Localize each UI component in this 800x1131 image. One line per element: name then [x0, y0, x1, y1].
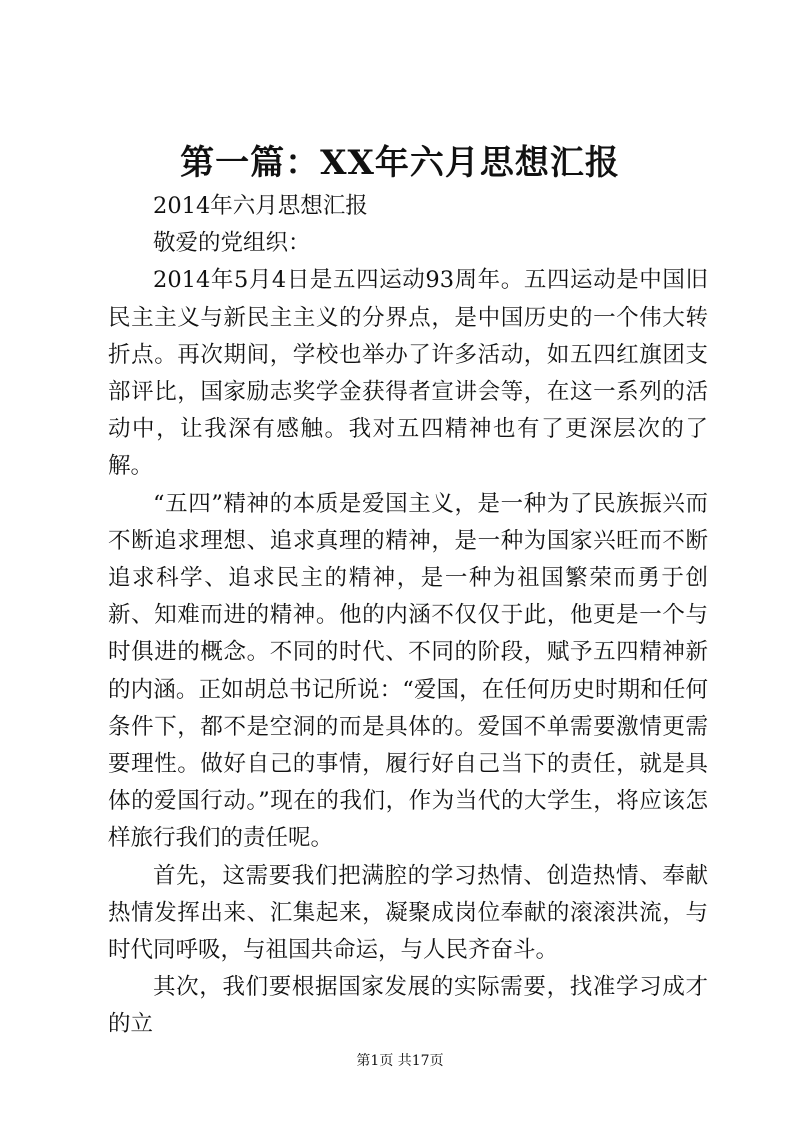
- paragraph-may-fourth-spirit: “五四”精神的本质是爱国主义，是一种为了民族振兴而不断追求理想、追求真理的精神，是一种为国家兴旺而不断追求科学、追求民主的精神，是一种为祖国繁荣而勇于创新、知难而进的精神。他的内涵不仅仅于此，他更是一个与时俱进的概念。不同的时代、不同的阶段，赋予五四精神新的内涵。正如胡总书记所说：“爱国，在任何历史时期和任何条件下，都不是空洞的而是具体的。爱国不单需要激情更需要理性。做好自己的事情，履行好自己当下的责任，就是具体的爱国行动。”现在的我们，作为当代的大学生，将应该怎样旅行我们的责任呢。: [108, 490, 708, 852]
- paragraph-salutation: 敬爱的党组织：: [153, 230, 311, 257]
- document-title: 第一篇：XX年六月思想汇报: [180, 143, 620, 183]
- paragraph-first-point: 首先，这需要我们把满腔的学习热情、创造热情、奉献热情发挥出来、汇集起来，凝聚成岗位奉献的滚滚洪流，与时代同呼吸，与祖国共命运，与人民齐奋斗。: [108, 862, 708, 964]
- paragraph-may-fourth-anniversary: 2014年5月4日是五四运动93周年。五四运动是中国旧民主主义与新民主主义的分界点，是中国历史的一个伟大转折点。再次期间，学校也举办了许多活动，如五四红旗团支部评比，国家励志奖学金获得者宣讲会等，在这一系列的活动中，让我深有感触。我对五四精神也有了更深层次的了解。: [108, 267, 708, 480]
- paragraph-second-point: 其次，我们要根据国家发展的实际需要，找准学习成才的立: [108, 974, 708, 1038]
- document-body: [108, 188, 708, 1044]
- page-footer: 第1页 共17页: [356, 1053, 444, 1069]
- paragraph-subtitle: 2014年六月思想汇报: [153, 193, 368, 219]
